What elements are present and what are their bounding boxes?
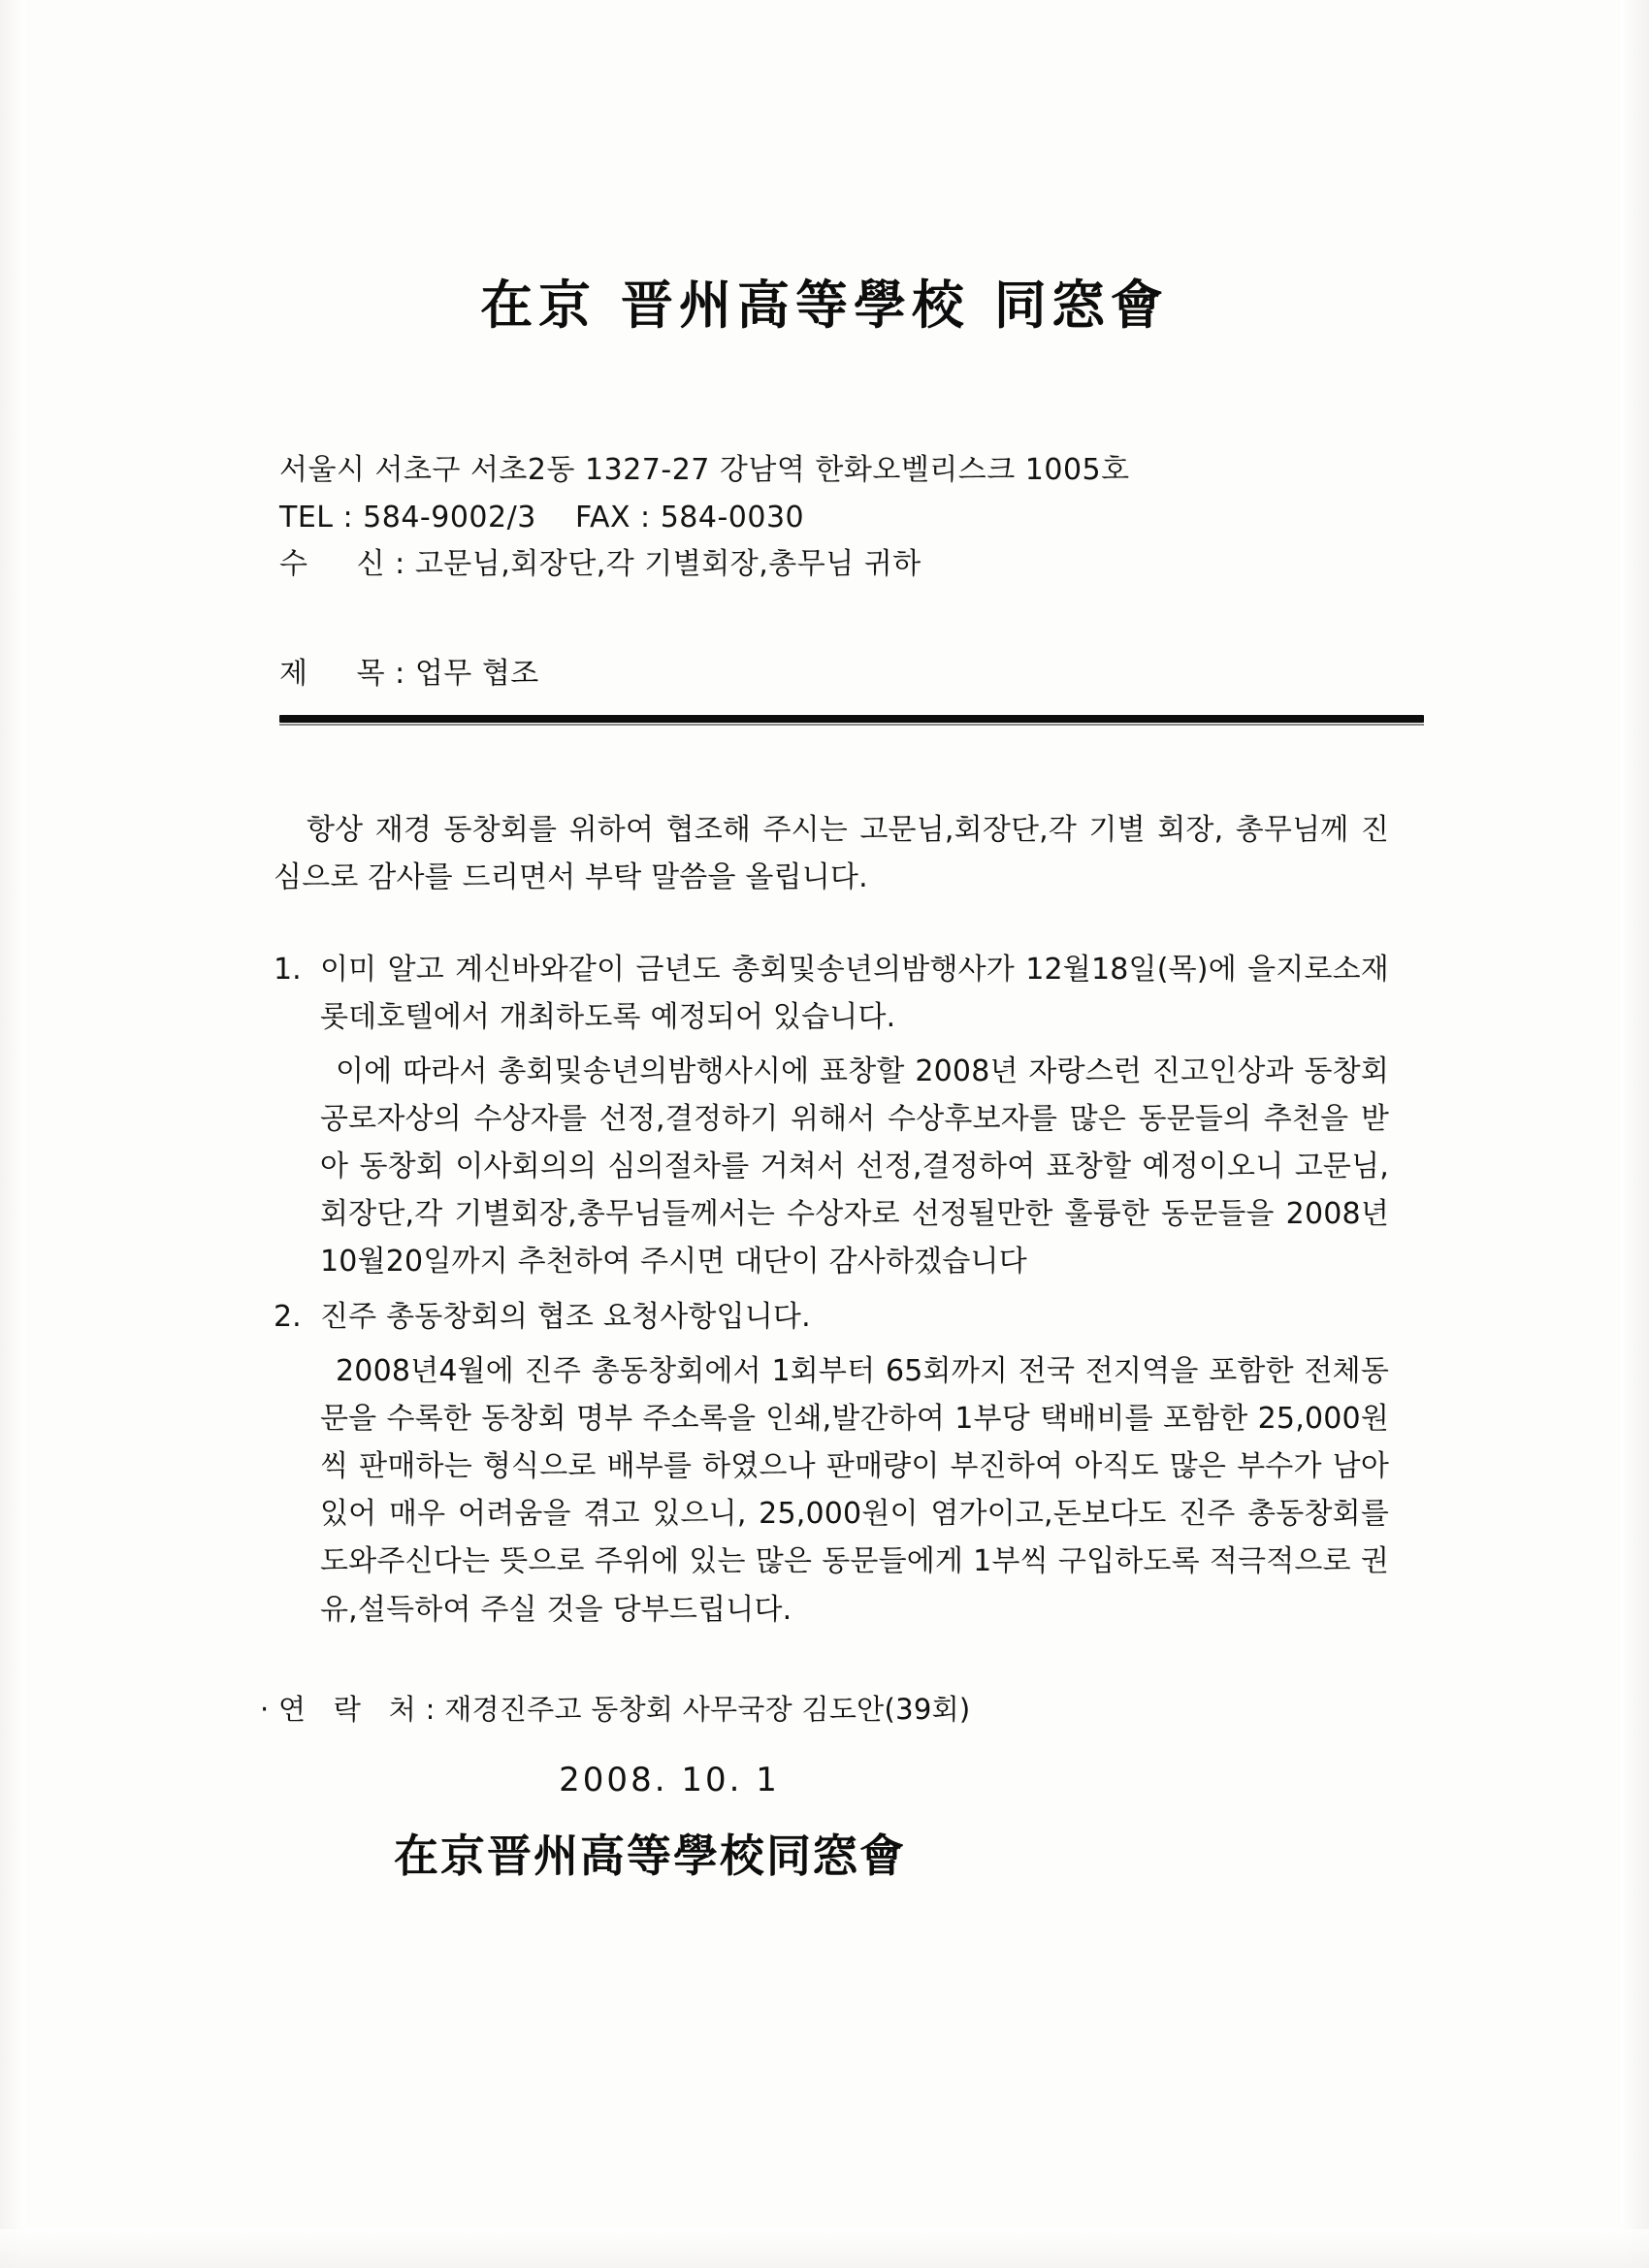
item-body-text: 이에 따라서 총회및송년의밤행사시에 표창할 2008년 자랑스런 진고인상과 동창회 공로자상의 수상자를 선정,결정하기 위해서 수상후보자를 많은 동문들의 추천을 받아 동창회 이사회의의 심의절차를 거쳐서 선정,결정하여 표창할 예정이오니 고문님,회장단,각 기별회장,총무님들께서는 수상자로 선정될만한 훌륭한 동문들을 2008년 10월20일까지 추천하여 주시면 대단이 감사하겠습니다 [320, 1053, 1389, 1280]
date-line: 2008. 10. 1 [559, 1760, 780, 1799]
numbered-items-list [274, 946, 1389, 1634]
header-divider [279, 715, 1424, 723]
signature-line: 在京晋州高等學校同窓會 [394, 1829, 906, 1882]
item-lead-text: 진주 총동창회의 협조 요청사항입니다. [320, 1300, 811, 1335]
item-lead-text: 이미 알고 계신바와같이 금년도 총회및송년의밤행사가 12월18일(목)에 을지로소재 롯데호텔에서 개최하도록 예정되어 있습니다. [320, 953, 1389, 1035]
item-number: 2. [274, 1300, 302, 1335]
item-body-text: 2008년4월에 진주 총동창회에서 1회부터 65회까지 전국 전지역을 포함한 전체동문을 수록한 동창회 명부 주소록을 인쇄,발간하여 1부당 택배비를 포함한 25,000원씩 판매하는 형식으로 배부를 하였으나 판매량이 부진하여 아직도 많은 부수가 남아 있어 매우 어려움을 겪고 있으니, 25,000원이 염가이고,돈보다도 진주 총동창회를 도와주신다는 뜻으로 주위에 있는 많은 동문들에게 1부씩 구입하도록 적극적으로 권유,설득하여 주실 것을 당부드립니다. [320, 1353, 1389, 1627]
scan-edge-bottom [0, 2229, 1649, 2268]
recipient-line: 수 신 : 고문님,회장단,각 기별회장,총무님 귀하 [279, 547, 922, 582]
address-line: 서울시 서초구 서초2동 1327-27 강남역 한화오벨리스크 1005호 [279, 453, 1130, 487]
intro-paragraph: 항상 재경 동창회를 위하여 협조해 주시는 고문님,회장단,각 기별 회장, 총무님께 진심으로 감사를 드리면서 부탁 말씀을 올립니다. [274, 812, 1389, 894]
tel-fax-line: TEL : 584-9002/3 FAX : 584-0030 [279, 500, 805, 535]
item-number: 1. [274, 953, 302, 988]
letter-body [0, 806, 1649, 1634]
list-item [274, 1293, 1389, 1633]
contact-line: · 연 락 처 : 재경진주고 동창회 사무국장 김도안(39회) [260, 1692, 971, 1726]
page-title: 在京 晋州高等學校 同窓會 [480, 274, 1169, 336]
letterhead-meta [0, 447, 1649, 589]
subject-line: 제 목 : 업무 협조 [279, 656, 539, 691]
list-item [274, 946, 1389, 1285]
